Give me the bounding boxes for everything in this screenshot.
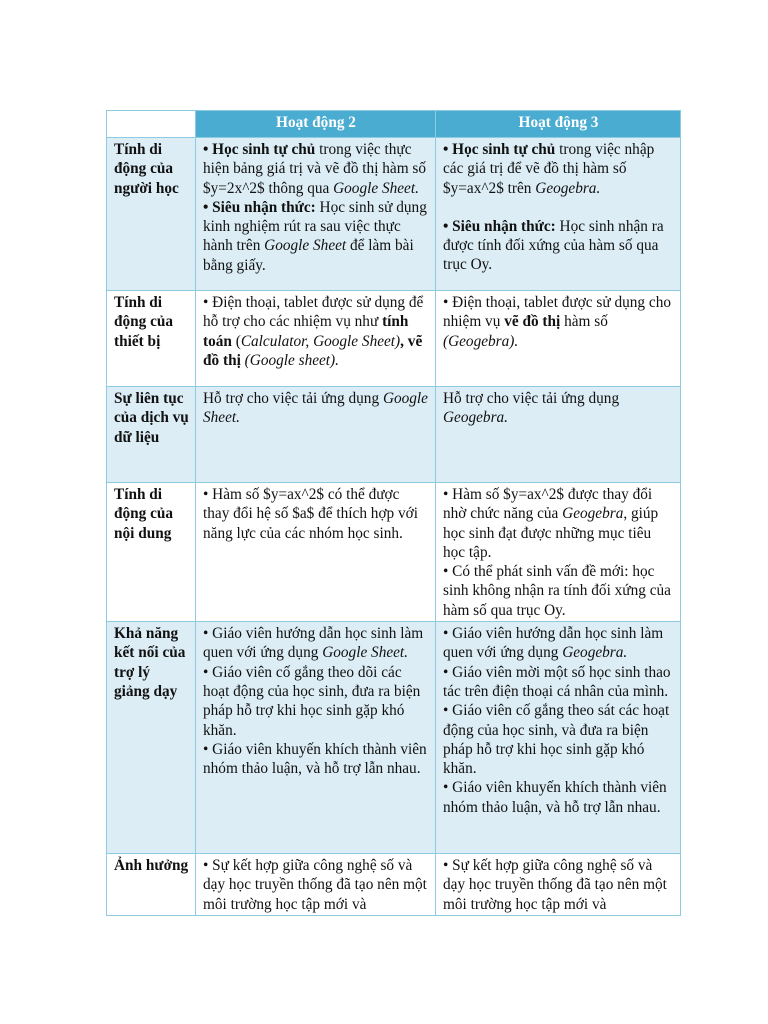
paragraph-gap xyxy=(443,198,674,217)
text-run: • Sự kết hợp giữa công nghệ số và dạy học truyền thống đã tạo nên một môi trường học tập mới và xyxy=(203,857,427,913)
row-heading: Sự liên tục của dịch vụ dữ liệu xyxy=(107,387,196,483)
text-run: • Có thể phát sinh vấn đề mới: học sinh không nhận ra tính đối xứng của hàm số qua trục Oy. xyxy=(443,563,671,619)
comparison-table xyxy=(106,110,681,916)
table-row xyxy=(107,291,681,387)
text-run: Hỗ trợ cho việc tải ứng dụng xyxy=(203,390,383,407)
text-run: • Điện thoại, tablet được sử dụng cho nhiệm vụ xyxy=(443,294,671,331)
cell-paragraph xyxy=(443,217,674,275)
text-run: Calculator, Google Sheet) xyxy=(240,332,401,350)
text-run: Google Sheet xyxy=(264,237,347,255)
text-run: • Giáo viên mời một số học sinh thao tác trên điện thoại cá nhân của mình. xyxy=(443,663,671,700)
text-run: (Google sheet). xyxy=(244,351,339,369)
row-heading: Tính di động của nội dung xyxy=(107,483,196,622)
cell-paragraph xyxy=(203,663,429,740)
row-heading: Ảnh hưởng xyxy=(107,854,196,916)
text-run: • Học sinh tự chủ xyxy=(203,141,316,158)
cell-paragraph xyxy=(203,740,429,779)
cell-activity-2 xyxy=(196,854,436,916)
cell-paragraph xyxy=(443,663,674,702)
cell-activity-2 xyxy=(196,483,436,622)
cell-paragraph xyxy=(443,140,674,198)
text-run: trong việc nhập các giá trị để vẽ đồ thị hàm số $y=ax^2$ trên xyxy=(443,141,655,197)
header-activity-3: Hoạt động 3 xyxy=(436,111,681,138)
table-row xyxy=(107,387,681,483)
header-blank-cell xyxy=(107,111,196,138)
cell-activity-3 xyxy=(436,622,681,854)
cell-paragraph xyxy=(443,624,674,663)
text-run: • Điện thoại, tablet được sử dụng để hỗ trợ cho các nhiệm vụ như xyxy=(203,294,424,331)
text-run: • Giáo viên cố gắng theo sát các hoạt động của học sinh, và đưa ra biện pháp hỗ trợ khi học sinh gặp khó khăn. xyxy=(443,702,670,778)
text-run: tính toán xyxy=(203,313,409,350)
text-run: Geogebra. xyxy=(443,409,508,427)
text-run: (Geogebra). xyxy=(443,332,519,350)
table-row xyxy=(107,854,681,916)
text-run: Geogebra. xyxy=(535,179,601,197)
cell-activity-2 xyxy=(196,387,436,483)
cell-activity-3 xyxy=(436,483,681,622)
cell-paragraph xyxy=(443,485,674,562)
cell-paragraph xyxy=(203,140,429,198)
cell-paragraph xyxy=(203,389,429,428)
cell-paragraph xyxy=(203,485,429,543)
text-run: • Giáo viên cố gắng theo dõi các hoạt động của học sinh, đưa ra biện pháp hỗ trợ khi học sinh gặp khó khăn. xyxy=(203,663,421,739)
cell-activity-3 xyxy=(436,854,681,916)
text-run: Học sinh nhận ra được tính đối xứng của hàm số qua trục Oy. xyxy=(443,217,664,274)
text-run: • Giáo viên hướng dẫn học sinh làm quen với ứng dụng xyxy=(203,625,424,662)
table-row xyxy=(107,622,681,854)
text-run: • Hàm số $y=ax^2$ có thể được thay đổi hệ số $a$ để thích hợp với năng lực của các nhóm học sinh. xyxy=(203,486,419,542)
text-run: • Sự kết hợp giữa công nghệ số và dạy học truyền thống đã tạo nên một môi trường học tập mới và xyxy=(443,857,667,913)
table-header-row xyxy=(107,111,681,138)
cell-activity-2 xyxy=(196,138,436,291)
cell-paragraph xyxy=(443,701,674,778)
text-run: Học sinh sử dụng kinh nghiệm rút ra sau việc thực hành trên xyxy=(203,198,427,255)
text-run: Geogebra. xyxy=(562,644,628,662)
text-run: • Học sinh tự chủ xyxy=(443,141,556,158)
text-run: • Hàm số $y=ax^2$ được thay đổi nhờ chức năng của xyxy=(443,486,653,523)
text-run: , giúp học sinh đạt được những mục tiêu học tập. xyxy=(443,505,659,561)
row-heading: Khả năng kết nối của trợ lý giảng dạy xyxy=(107,622,196,854)
cell-activity-3 xyxy=(436,387,681,483)
header-activity-2: Hoạt động 2 xyxy=(196,111,436,138)
text-run: Google Sheet. xyxy=(322,644,409,662)
text-run: hàm số xyxy=(560,313,608,331)
text-run: • Siêu nhận thức: xyxy=(443,217,556,235)
cell-activity-2 xyxy=(196,291,436,387)
text-run: ( xyxy=(231,332,241,350)
cell-paragraph xyxy=(443,389,674,428)
text-run: để làm bài bằng giấy. xyxy=(203,237,414,274)
table-row xyxy=(107,138,681,291)
cell-paragraph xyxy=(443,562,674,620)
row-heading: Tính di động của thiết bị xyxy=(107,291,196,387)
row-heading: Tính di động của người học xyxy=(107,138,196,291)
text-run: vẽ đồ thị xyxy=(504,313,561,331)
text-run: Geogebra xyxy=(562,505,624,523)
text-run: Google Sheet. xyxy=(203,390,428,427)
cell-paragraph xyxy=(443,856,674,914)
text-run: Google Sheet. xyxy=(333,179,419,197)
text-run: , vẽ đồ thị xyxy=(203,332,423,369)
cell-activity-2 xyxy=(196,622,436,854)
text-run: trong việc thực hiện bảng giá trị và vẽ đồ thị hàm số $y=2x^2$ thông qua xyxy=(203,141,427,197)
cell-paragraph xyxy=(443,293,674,351)
text-run: Hỗ trợ cho việc tải ứng dụng xyxy=(443,390,620,407)
cell-activity-3 xyxy=(436,291,681,387)
text-run: • Giáo viên khuyến khích thành viên nhóm thảo luận, và hỗ trợ lẫn nhau. xyxy=(443,779,667,816)
cell-activity-3 xyxy=(436,138,681,291)
text-run: • Giáo viên khuyến khích thành viên nhóm thảo luận, và hỗ trợ lẫn nhau. xyxy=(203,740,427,778)
cell-paragraph xyxy=(203,293,429,370)
text-run: • Giáo viên hướng dẫn học sinh làm quen với ứng dụng xyxy=(443,625,664,662)
cell-paragraph xyxy=(443,778,674,817)
cell-paragraph xyxy=(203,856,429,914)
text-run: • Siêu nhận thức: xyxy=(203,198,316,216)
cell-paragraph xyxy=(203,624,429,663)
cell-paragraph xyxy=(203,198,429,275)
table-row xyxy=(107,483,681,622)
